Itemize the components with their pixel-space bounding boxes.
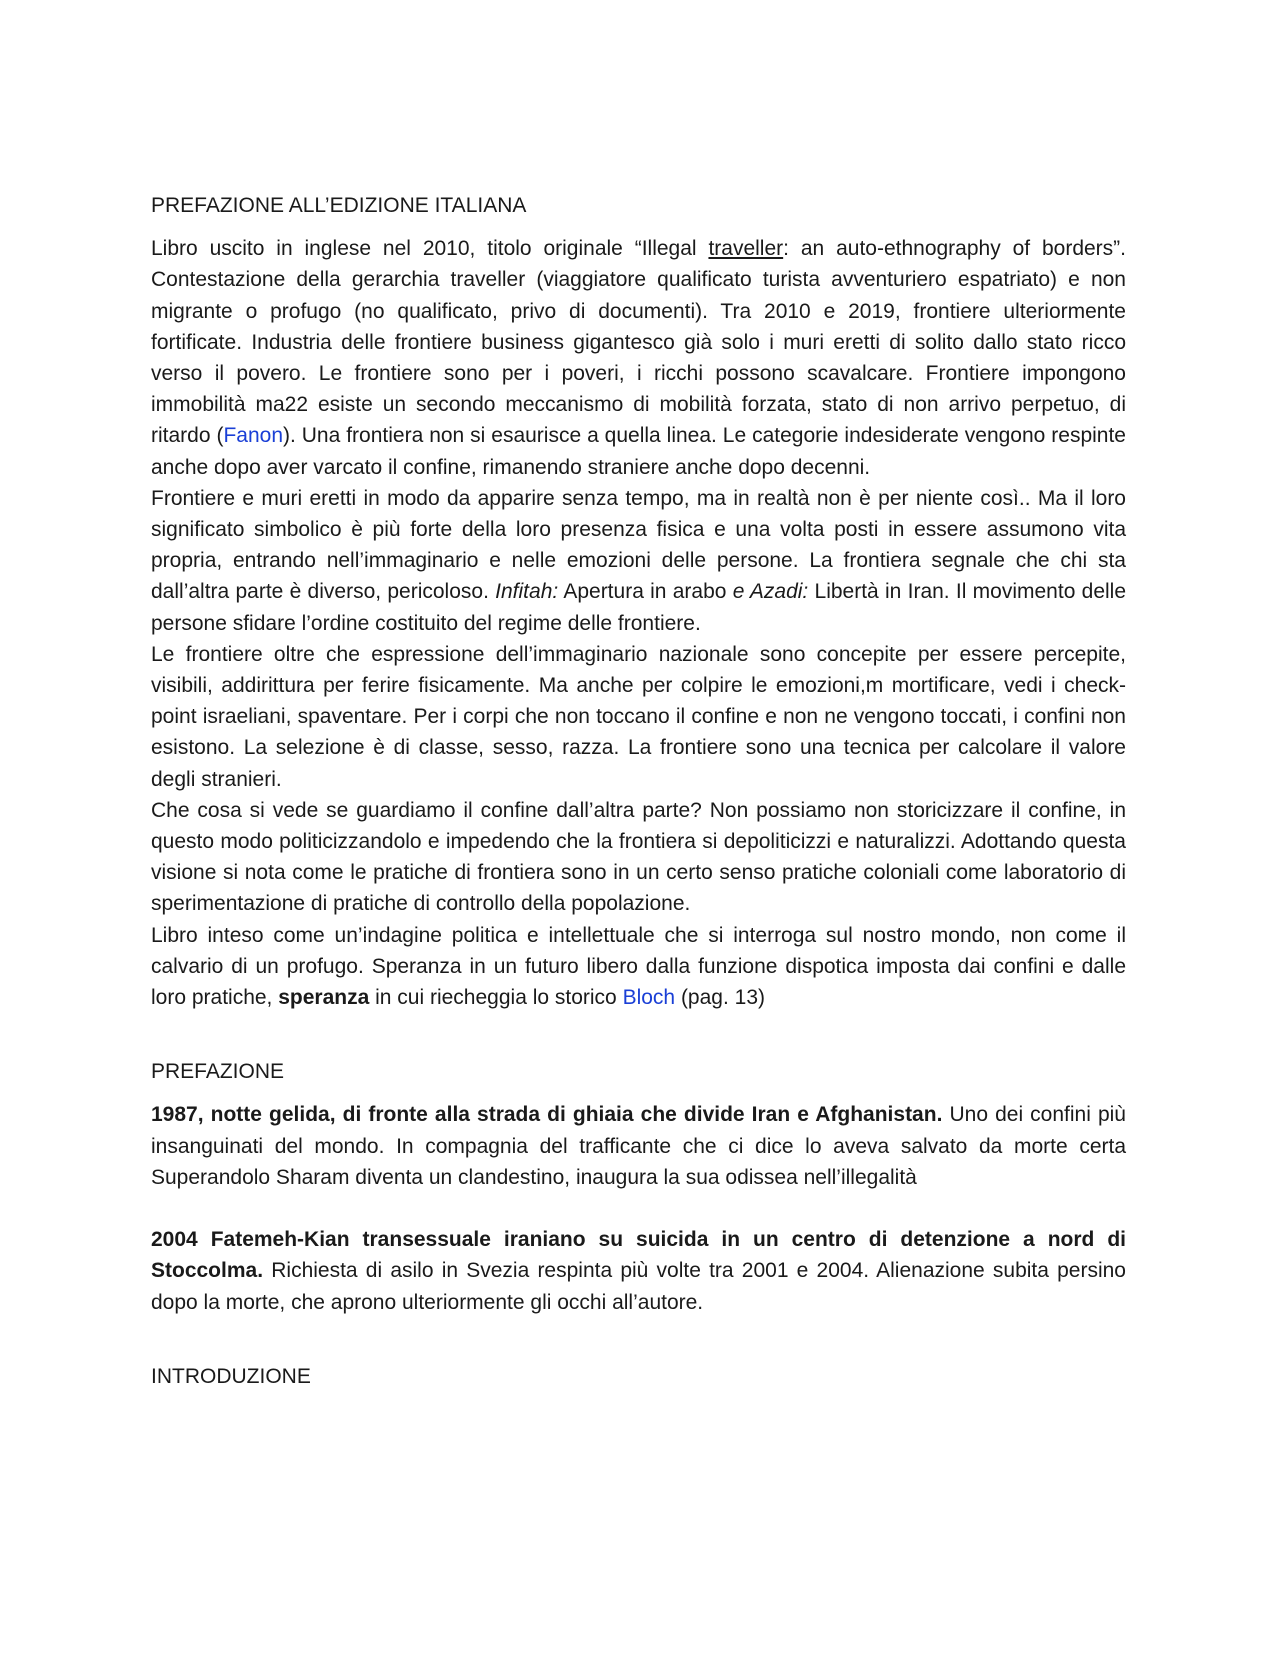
text-span: Apertura in arabo bbox=[558, 580, 733, 604]
section-heading-prefazione-edizione-italiana: PREFAZIONE ALL’EDIZIONE ITALIANA bbox=[151, 194, 527, 217]
paragraph-libro-uscito bbox=[151, 233, 1126, 483]
italic-term-infitah: Infitah: bbox=[495, 580, 559, 604]
bold-lead-1987: 1987, notte gelida, di fronte alla strada di ghiaia che divide Iran e Afghanistan. bbox=[151, 1103, 943, 1127]
text-span: Libertà in Iran. Il movimento delle persone sfidare l’ordine costituito del regime delle frontiere. bbox=[151, 580, 1127, 635]
bold-word-speranza: speranza bbox=[278, 986, 370, 1010]
section-heading-prefazione: PREFAZIONE bbox=[151, 1060, 285, 1084]
link-bloch[interactable]: Bloch bbox=[622, 986, 676, 1010]
underlined-word-traveller: traveller bbox=[708, 237, 784, 261]
paragraph-frontiere-immaginario: Le frontiere oltre che espressione dell’immaginario nazionale sono concepite per essere percepite, visibili, addirittura per ferire fisicamente. Ma anche per colpire le emozioni,m mortificare, vedi i check-point israeliani, spaventare. Per i corpi che non toccano il confine e non ne vengono toccati, i confini non esistono. La selezione è di classe, sesso, razza. La frontiere sono una tecnica per calcolare il valore degli stranieri. bbox=[151, 642, 1126, 791]
text-span: Libro uscito in inglese nel 2010, titolo originale “Illegal bbox=[151, 237, 709, 261]
text-span: ). Una frontiera non si esaurisce a quella linea. Le categorie indesiderate vengono respinte anche dopo aver varcato il confine, rimanendo straniere anche dopo decenni. bbox=[151, 424, 1126, 479]
paragraph-1987 bbox=[151, 1099, 1126, 1193]
text-span: Libro inteso come un’indagine politica e intellettuale che si interroga sul nostro mondo, non come il calvario di un profugo. Speranza in un futuro libero dalla funzione dispotica imposta dai confini e dalle loro pratiche, bbox=[151, 923, 1126, 1010]
paragraph-altra-parte: Che cosa si vede se guardiamo il confine dall’altra parte? Non possiamo non storicizzare il confine, in questo modo politicizzandolo e impedendo che la frontiera si depoliticizzi e naturalizzi. Adottando questa visione si nota come le pratiche di frontiera sono in un certo senso pratiche coloniali come laboratorio di sperimentazione di pratiche di controllo della popolazione. bbox=[151, 798, 1126, 916]
text-span: in cui riecheggia lo storico bbox=[369, 986, 623, 1010]
link-fanon[interactable]: Fanon bbox=[223, 424, 283, 448]
document-body bbox=[151, 190, 1126, 1392]
text-span: Frontiere e muri eretti in modo da apparire senza tempo, ma in realtà non è per niente così.. Ma il loro significato simbolico è più forte della loro presenza fisica e una volta posti in essere assumono vita propria, entrando nell’immaginario e nelle emozioni delle persone. La frontiera segnale che chi sta dall’altra parte è diverso, pericoloso. bbox=[151, 486, 1126, 604]
paragraph-2004 bbox=[151, 1224, 1126, 1318]
text-span: Uno dei confini più insanguinati del mondo. In compagnia del trafficante che ci dice lo aveva salvato da morte certa Superandolo Sharam diventa un clandestino, inaugura la sua odissea nell’illegalità bbox=[151, 1103, 1126, 1189]
italic-term-azadi: e Azadi: bbox=[732, 580, 809, 604]
paragraph-frontiere-muri bbox=[151, 483, 1126, 639]
text-span: Richiesta di asilo in Svezia respinta più volte tra 2001 e 2004. Alienazione subita persino dopo la morte, che aprono ulteriormente gli occhi all’autore. bbox=[151, 1259, 1126, 1314]
section-heading-introduzione: INTRODUZIONE bbox=[151, 1364, 311, 1388]
text-span: (pag. 13) bbox=[675, 986, 765, 1010]
text-span: : an auto-ethnography of borders”. Contestazione della gerarchia traveller (viaggiatore qualificato turista avventuriero espatriato) e non migrante o profugo (no qualificato, privo di documenti). Tra 2010 e 2019, frontiere ulteriormente fortificate. Industria delle frontiere business gigantesco già solo i muri eretti di solito dallo stato ricco verso il povero. Le frontiere sono per i poveri, i ricchi possono scavalcare. Frontiere impongono immobilità ma22 esiste un secondo meccanismo di mobilità forzata, stato di non arrivo perpetuo, di ritardo ( bbox=[151, 237, 1126, 448]
paragraph-libro-inteso bbox=[151, 920, 1126, 1014]
bold-lead-2004: 2004 Fatemeh-Kian transessuale iraniano su suicida in un centro di detenzione a nord di Stoccolma. bbox=[151, 1228, 1126, 1283]
